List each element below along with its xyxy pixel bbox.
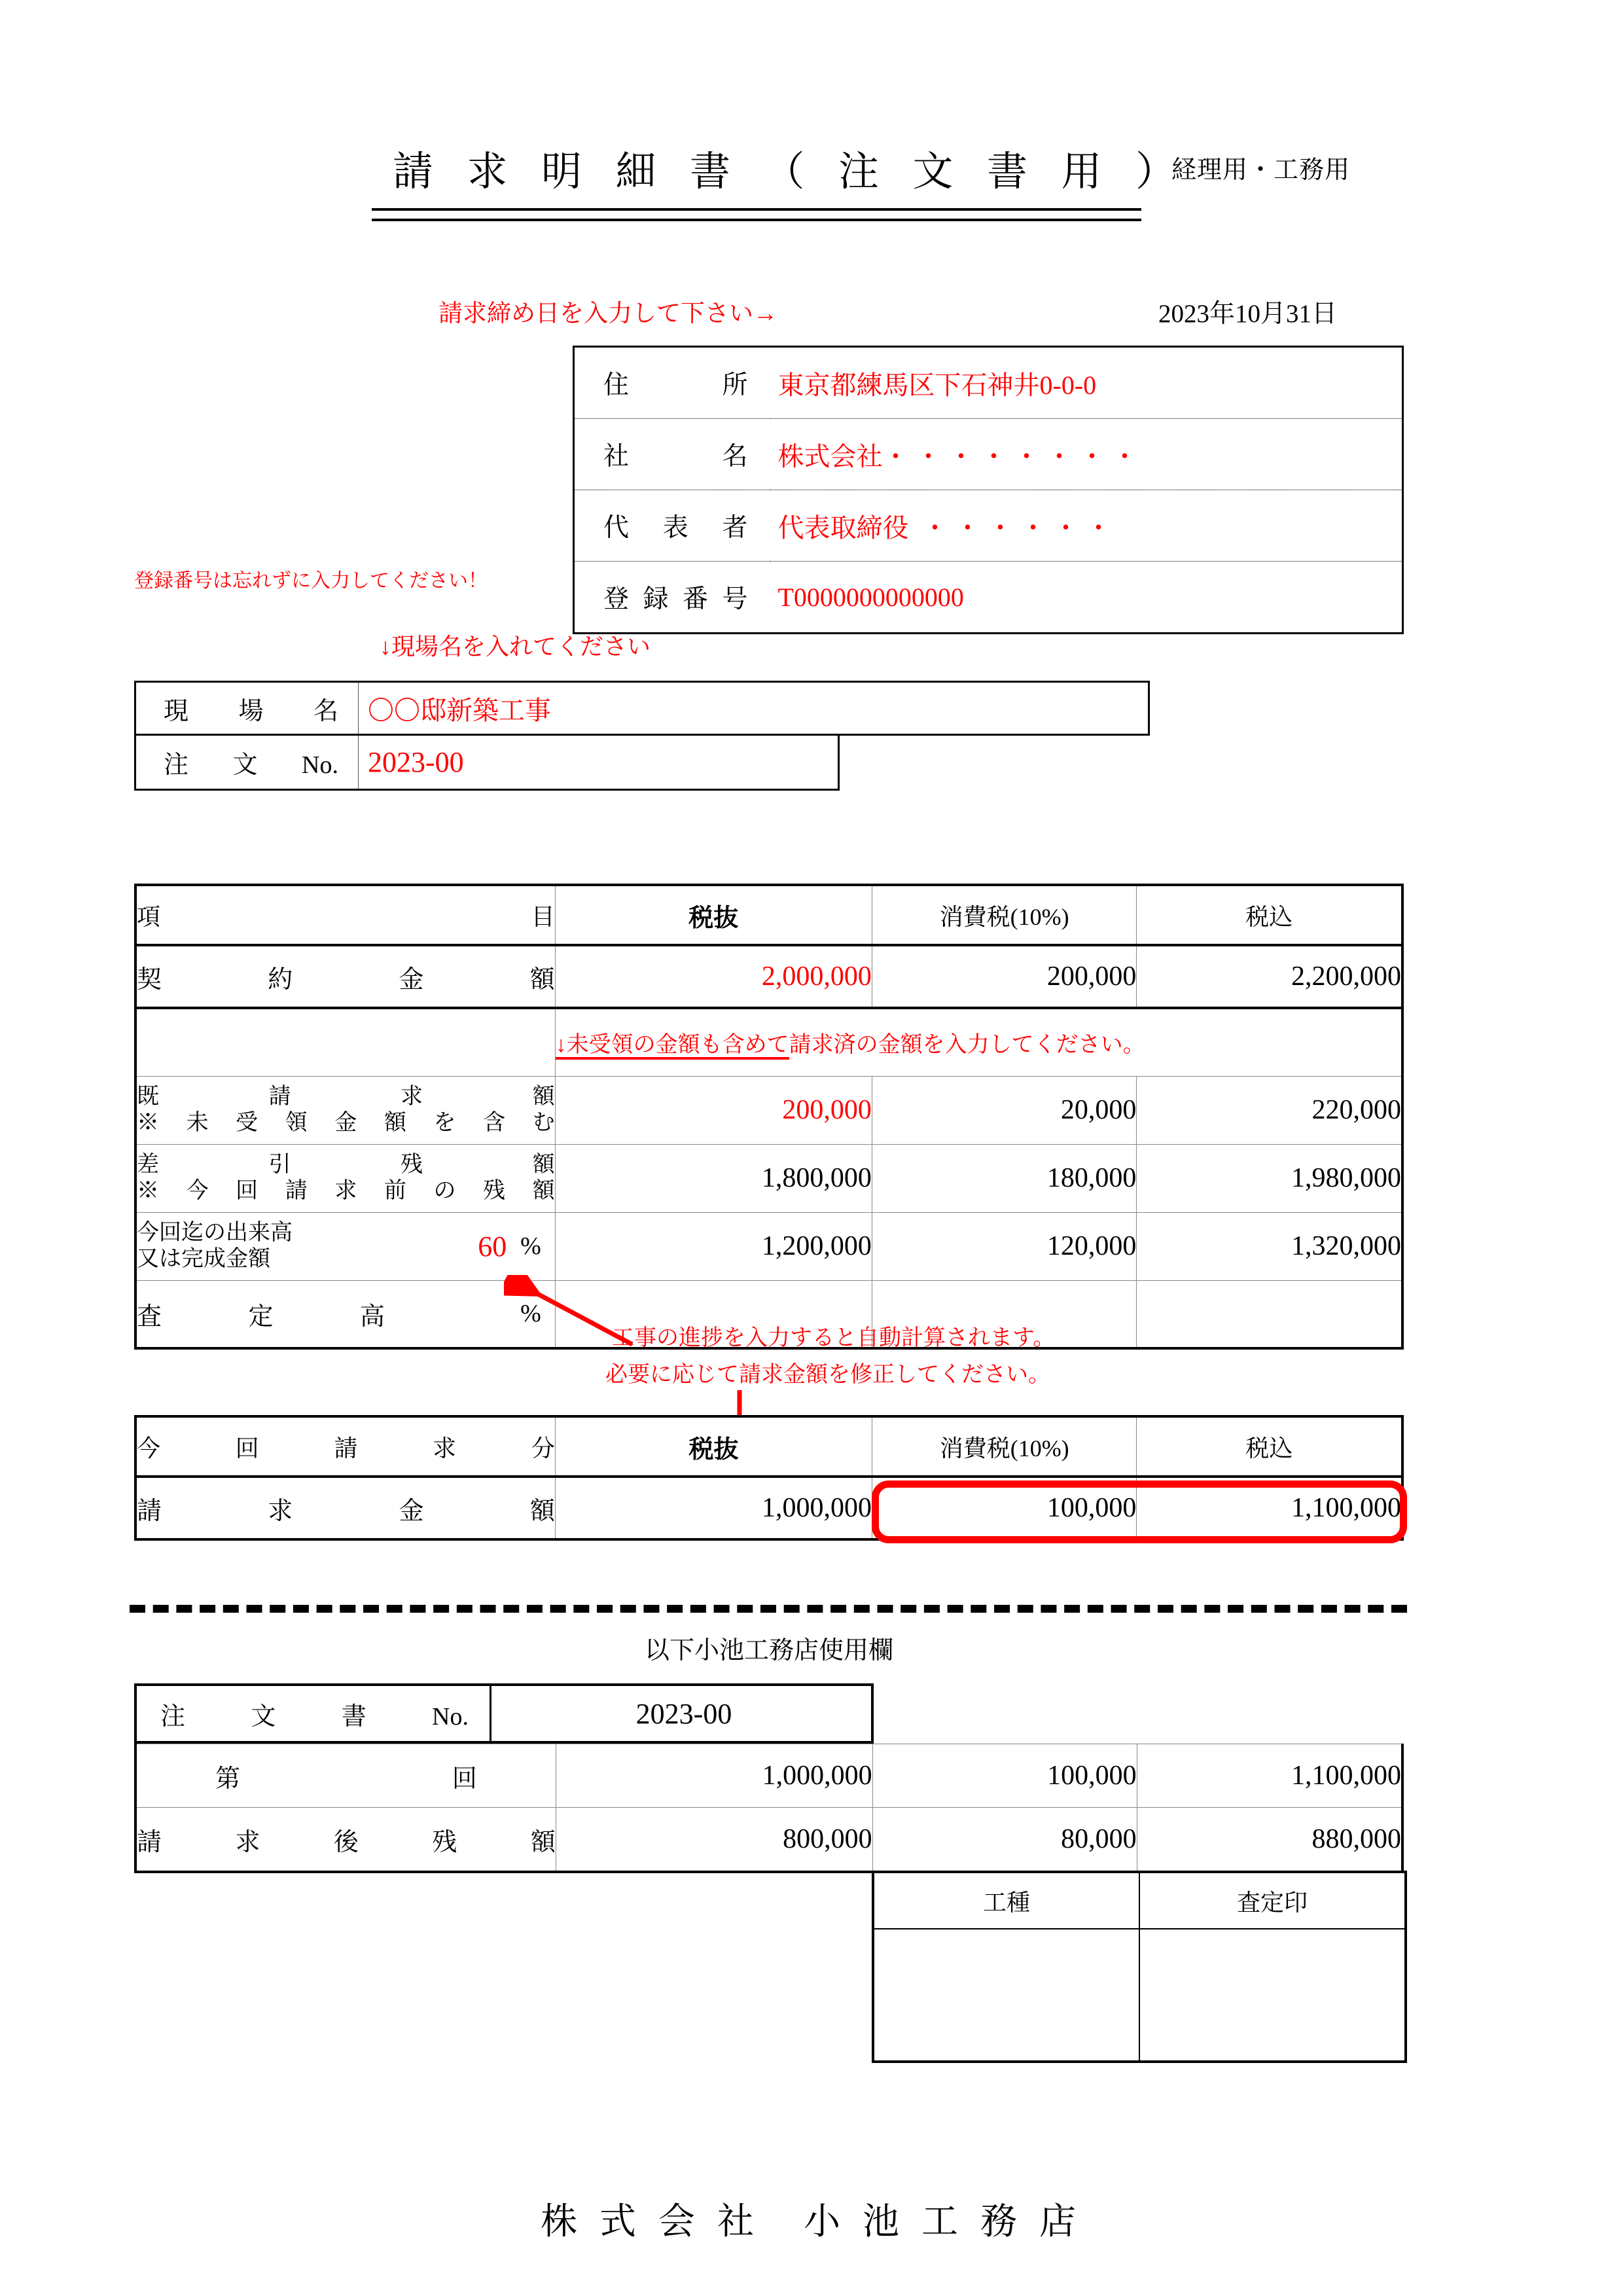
supplier-address-label: 住所 [574,347,770,419]
prev-billed-label-text: 既請求額 [137,1084,555,1109]
table-row [135,1477,1402,1539]
assessment-percent-symbol: % [507,1280,555,1348]
billing-amount-tax: 100,000 [872,1477,1137,1539]
table-header-row [135,1416,1402,1477]
billing-header-tax: 消費税(10%) [872,1416,1137,1477]
closing-date-note: 請求締め日を入力して下さい→ [438,300,777,327]
amount-header-incl-tax: 税込 [1137,885,1402,945]
supplier-company-text: 株式会社 [777,441,883,471]
table-header-row [873,1872,1406,1929]
internal-after-billing-tax: 80,000 [872,1808,1137,1873]
table-row [135,1144,1402,1212]
supplier-table [573,346,1404,634]
supplier-regnum-label: 登録番号 [574,562,770,634]
section-divider [130,1605,1407,1613]
table-row [574,419,1403,490]
billing-header-incl-tax: 税込 [1137,1416,1402,1477]
footer-company-name: 株 式 会 社 小 池 工 務 店 [541,2202,1082,2242]
supplier-regnum-value[interactable] [770,562,1403,634]
prev-billed-note-rest: 請求済の金額を入力してください。 [789,1033,1145,1058]
progress-label [135,1212,385,1280]
progress-percent-symbol: % [507,1212,555,1280]
note-row [135,1008,1402,1076]
internal-round-incl-tax: 1,100,000 [1137,1744,1402,1808]
modify-amount-note: 必要に応じて請求金額を修正してください。 [605,1363,1050,1387]
supplier-address-text: 東京都練馬区下石神井0-0-0 [777,370,1097,400]
auto-calc-note: 工事の進捗を入力すると自動計算されます。 [612,1326,1056,1350]
supplier-representative-text: 代表取締役 [777,512,909,543]
remaining-tax: 180,000 [872,1144,1136,1212]
billing-amount-label-text: 請求金額 [137,1497,555,1525]
remaining-label-text: 差引残額 [137,1152,555,1177]
remaining-excl-tax: 1,800,000 [555,1144,872,1212]
table-row [135,1808,1402,1873]
table-row [574,347,1403,419]
site-order-no-label-text: 注文No. [164,751,338,779]
table-row [574,562,1403,634]
internal-order-no-value[interactable]: 2023-00 [635,1697,732,1730]
amount-header-excl-tax: 税抜 [555,885,872,945]
progress-percent-value[interactable]: 60 [385,1212,507,1280]
remaining-incl-tax: 1,980,000 [1137,1144,1402,1212]
internal-order-no-row [134,1683,874,1744]
remaining-label [135,1144,555,1212]
prev-billed-note [555,1008,1402,1076]
progress-label-text: 今回迄の出来高 [137,1220,293,1245]
assessment-incl-tax [1137,1280,1402,1348]
billing-amount-incl-tax: 1,100,000 [1137,1477,1402,1539]
progress-tax: 120,000 [872,1212,1136,1280]
stamp-assessment-field[interactable] [1139,1929,1406,2062]
internal-use-note: 以下小池工務店使用欄 [644,1637,893,1664]
site-name-label-text: 現場名 [164,697,338,725]
internal-after-billing-excl-tax: 800,000 [556,1808,872,1873]
site-name-note: ↓現場名を入れてください [380,634,651,660]
internal-order-no-label [137,1686,491,1741]
internal-round-excl-tax: 1,000,000 [556,1744,872,1808]
billing-header-item-text: 今回請求分 [137,1435,555,1462]
usage-tag: 経理用・工務用 [1171,156,1351,184]
table-header-row [135,885,1402,945]
amount-table [134,884,1404,1350]
amount-header-tax: 消費税(10%) [872,885,1136,945]
stamp-trade-header: 工種 [873,1872,1139,1929]
supplier-representative-dots: ・・・・・・ [921,512,1118,543]
amount-header-item-text: 項目 [137,903,555,930]
table-row [574,490,1403,562]
progress-label-sub: 又は完成金額 [137,1247,270,1271]
billing-amount-excl-tax[interactable]: 1,000,000 [555,1477,872,1539]
billing-table [134,1415,1404,1541]
stamp-assessment-header: 査定印 [1139,1872,1406,1929]
table-row [135,1212,1402,1280]
internal-round-tax: 100,000 [872,1744,1137,1808]
note-row-empty [135,1008,555,1076]
contract-amount-excl-tax[interactable]: 2,000,000 [555,945,872,1008]
billing-header-excl-tax: 税抜 [555,1416,872,1477]
contract-amount-incl-tax: 2,200,000 [1137,945,1402,1008]
amount-header-item [135,885,555,945]
internal-after-billing-label-text: 請求後残額 [137,1828,556,1856]
table-row [873,1929,1406,2062]
supplier-company-dots: ・・・・・・・・ [882,441,1145,471]
site-name-value[interactable]: 〇〇邸新築工事 [368,695,551,725]
prev-billed-note-underlined: ↓未受領の金額も含めて [556,1033,789,1060]
table-row [135,1744,1402,1808]
site-order-no-row [134,736,840,791]
internal-after-billing-incl-tax: 880,000 [1137,1808,1402,1873]
prev-billed-excl-tax[interactable]: 200,000 [555,1076,872,1144]
stamp-table [872,1871,1407,2063]
supplier-representative-value[interactable] [770,490,1403,562]
internal-round-label-text: 第回 [215,1765,477,1793]
remaining-label-sub: ※今回請求前の残額 [137,1179,555,1203]
site-order-no-label [136,736,359,789]
prev-billed-tax: 20,000 [872,1076,1136,1144]
contract-amount-tax: 200,000 [872,945,1136,1008]
prev-billed-incl-tax: 220,000 [1137,1076,1402,1144]
assessment-label [135,1280,385,1348]
title-double-rule [372,208,1141,221]
prev-billed-label [135,1076,555,1144]
invoice-date[interactable]: 2023年10月31日 [1158,300,1338,328]
stamp-trade-field[interactable] [873,1929,1139,2062]
table-row [135,945,1402,1008]
table-row [135,1076,1402,1144]
prev-billed-label-sub: ※未受領金額を含む [137,1111,555,1135]
internal-after-billing-label [135,1808,556,1873]
supplier-regnum-text: T0000000000000 [777,582,964,612]
site-name-row [134,681,1150,736]
supplier-company-label: 社名 [574,419,770,490]
billing-amount-label [135,1477,555,1539]
progress-incl-tax: 1,320,000 [1137,1212,1402,1280]
supplier-company-value[interactable] [770,419,1403,490]
registration-number-note: 登録番号は忘れずに入力してください！ [134,570,488,592]
site-order-no-value[interactable]: 2023-00 [368,746,464,778]
contract-amount-label-text: 契約金額 [137,965,555,994]
assessment-label-text: 査定高 [137,1302,385,1331]
page-title: 請 求 明 細 書 （ 注 文 書 用 ） [393,150,1188,194]
assessment-percent-value[interactable] [385,1280,507,1348]
site-name-label [136,683,359,734]
supplier-address-value[interactable] [770,347,1403,419]
internal-amount-table [134,1744,1404,1873]
billing-header-item [135,1416,555,1477]
contract-amount-label [135,945,555,1008]
internal-order-no-label-text: 注文書No. [160,1702,469,1731]
internal-round-label [135,1744,556,1808]
progress-excl-tax: 1,200,000 [555,1212,872,1280]
supplier-representative-label: 代表者 [574,490,770,562]
